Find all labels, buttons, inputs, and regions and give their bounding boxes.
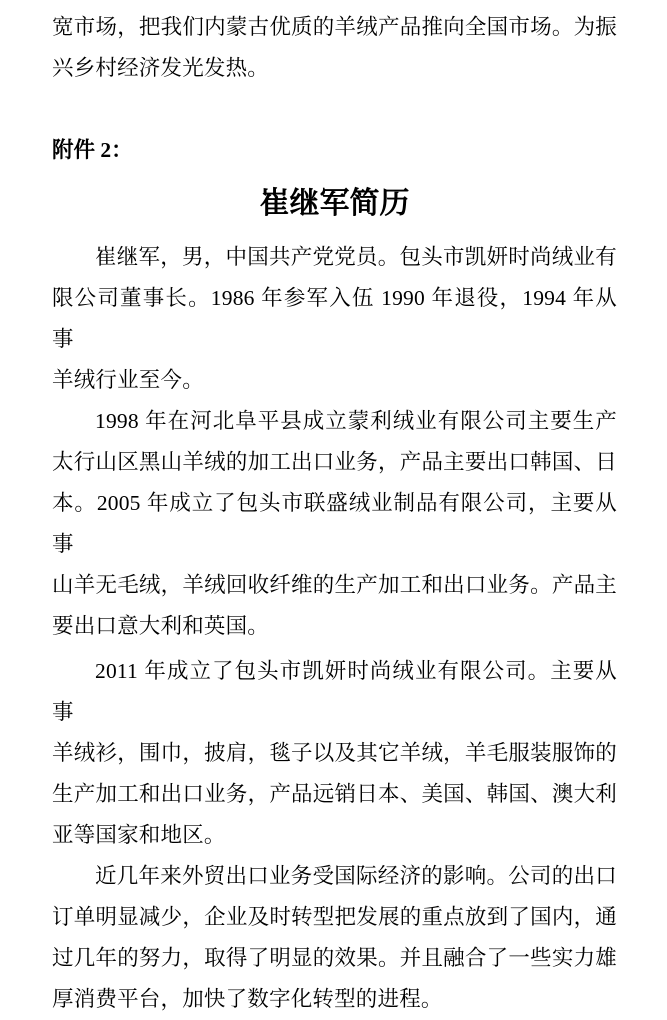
text-line: 生产加工和出口业务，产品远销日本、美国、韩国、澳大利 (52, 782, 617, 806)
text-line: 太行山区黑山羊绒的加工出口业务，产品主要出口韩国、日 (52, 450, 617, 474)
paragraph-recent-years (52, 856, 617, 1020)
text-line: 要出口意大利和英国。 (52, 614, 270, 638)
paragraph-bio (52, 237, 617, 401)
text-line: 订单明显减少，企业及时转型把发展的重点放到了国内，通 (52, 905, 617, 929)
text-line: 过几年的努力，取得了明显的效果。并且融合了一些实力雄 (52, 946, 617, 970)
text-line: 崔继军，男，中国共产党党员。包头市凯妍时尚绒业有 (95, 245, 617, 269)
text-line: 限公司董事长。1986 年参军入伍 1990 年退役，1994 年从事 (52, 286, 617, 351)
text-line: 山羊无毛绒，羊绒回收纤维的生产加工和出口业务。产品主 (52, 573, 617, 597)
paragraph-continuation (52, 7, 617, 89)
text-line: 2011 年成立了包头市凯妍时尚绒业有限公司。主要从事 (52, 659, 617, 724)
text-line: 宽市场，把我们内蒙古优质的羊绒产品推向全国市场。为振 (52, 15, 617, 39)
text-line: 本。2005 年成立了包头市联盛绒业制品有限公司，主要从事 (52, 491, 617, 556)
document-title: 崔继军简历 (259, 187, 410, 220)
paragraph-1998-2005 (52, 401, 617, 647)
text-line: 1998 年在河北阜平县成立蒙利绒业有限公司主要生产 (95, 409, 617, 433)
text-line: 羊绒行业至今。 (52, 368, 204, 392)
text-line: 兴乡村经济发光发热。 (52, 56, 270, 80)
text-line: 亚等国家和地区。 (52, 823, 226, 847)
attachment-label: 附件 2： (52, 138, 133, 162)
text-line: 厚消费平台，加快了数字化转型的进程。 (52, 987, 443, 1011)
text-line: 近几年来外贸出口业务受国际经济的影响。公司的出口 (95, 864, 617, 888)
paragraph-2011 (52, 651, 617, 856)
text-line: 羊绒衫，围巾，披肩，毯子以及其它羊绒，羊毛服装服饰的 (52, 741, 617, 765)
